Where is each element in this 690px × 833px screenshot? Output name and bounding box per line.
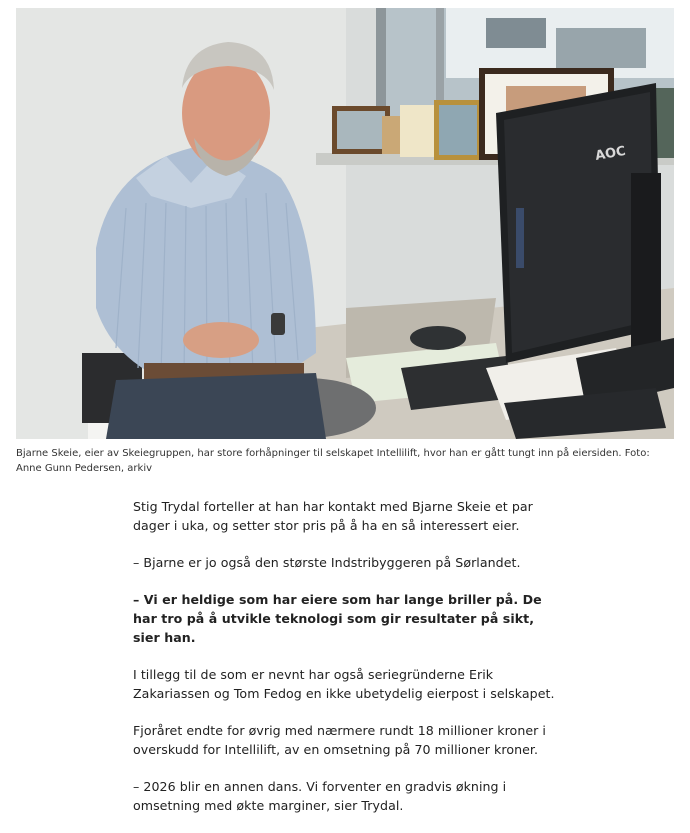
monitor-brand-logo: AOC [594, 143, 627, 164]
article-paragraph: – Bjarne er jo også den største Indstribyggeren på Sørlandet. [133, 555, 521, 570]
article-paragraph: I tillegg til de som er nevnt har også seriegründerne Erik Zakariassen og Tom Fedog en ikke ubetydelig eierpost i selskapet. [133, 667, 555, 701]
article-quote-bold: – Vi er heldige som har eiere som har lange briller på. De har tro på å utvikle teknologi som gir resultater på sikt, sier han. [133, 592, 542, 645]
article-paragraph: – 2026 blir en annen dans. Vi forventer en gradvis økning i omsetning med økte marginer, sier Trydal. [133, 779, 507, 813]
article-body [133, 497, 563, 833]
article-paragraph: Fjoråret endte for øvrig med nærmere rundt 18 millioner kroner i overskudd for Intellilift, av en omsetning på 70 millioner kroner. [133, 723, 546, 757]
article-photo[interactable] [16, 8, 674, 439]
office-photo-illustration [16, 8, 674, 439]
photo-caption: Bjarne Skeie, eier av Skeiegruppen, har store forhåpninger til selskapet Intellilift, hvor han er gått tungt inn på eiersiden. Foto: Anne Gunn Pedersen, arkiv [16, 448, 650, 474]
article-paragraph: Stig Trydal forteller at han har kontakt med Bjarne Skeie et par dager i uka, og setter stor pris på å ha en så interessert eier. [133, 499, 533, 533]
